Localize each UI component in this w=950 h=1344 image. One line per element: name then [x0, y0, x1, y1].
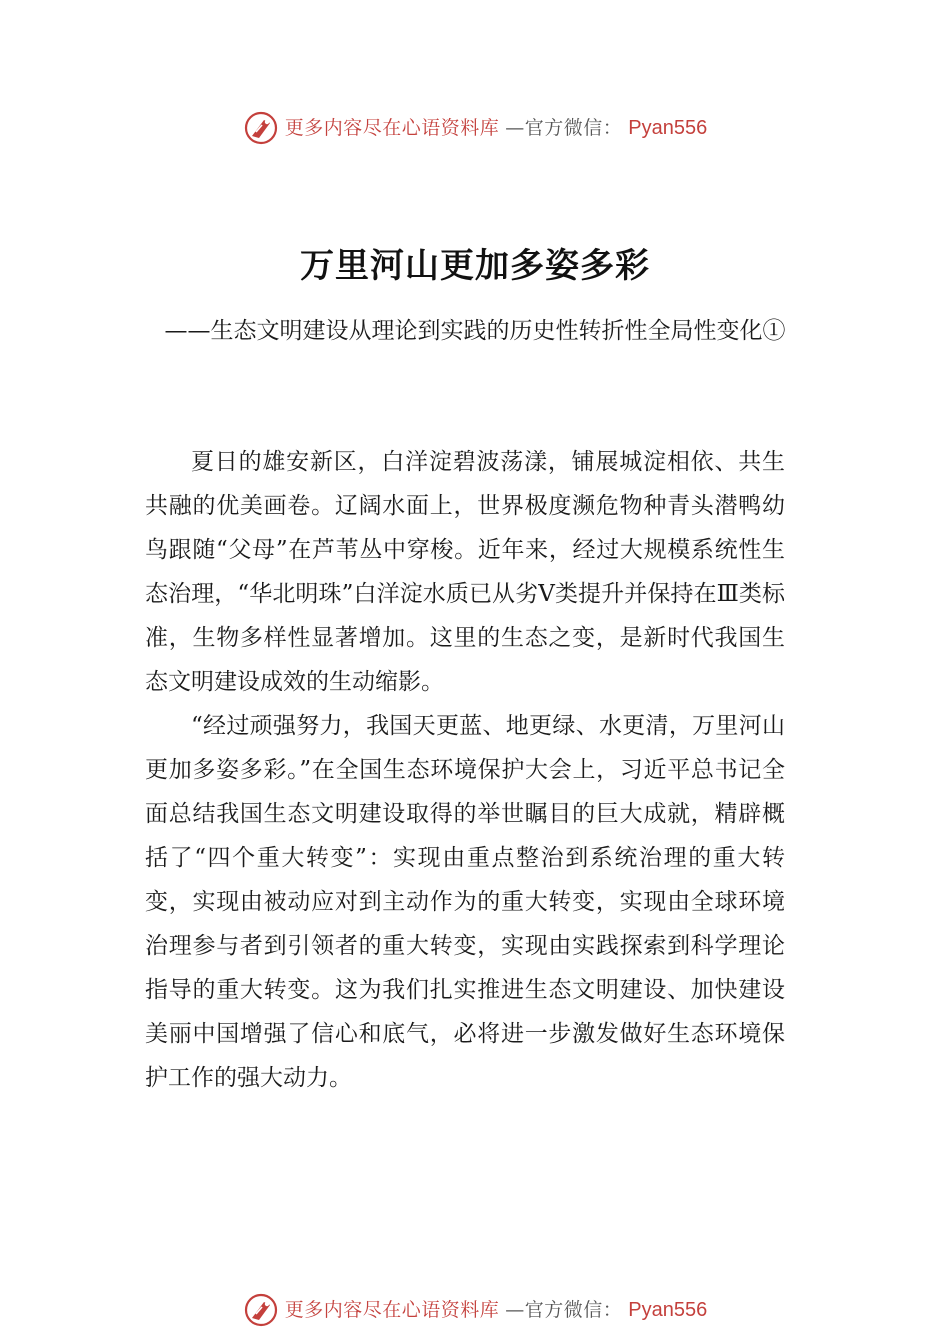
- document-title: 万里河山更加多姿多彩: [300, 246, 650, 286]
- banner-separator-text: —官方微信：: [505, 116, 623, 139]
- footer-banner: [0, 1290, 950, 1330]
- pen-nib-logo-icon: [243, 110, 279, 146]
- body-paragraph: 夏日的雄安新区，白洋淀碧波荡漾，铺展城淀相依、共生共融的优美画卷。辽阔水面上，世界极度濒危物种青头潜鸭幼鸟跟随“父母”在芦苇丛中穿梭。近年来，经过大规模系统性生态治理，“华北明珠”白洋淀水质已从劣Ⅴ类提升并保持在Ⅲ类标准，生物多样性显著增加。这里的生态之变，是新时代我国生态文明建设成效的生动缩影。: [145, 449, 785, 695]
- banner-wechat-id: Pyan556: [628, 117, 708, 139]
- header-banner: [0, 108, 950, 148]
- banner-separator-text: —官方微信：: [505, 1298, 623, 1321]
- banner-main-text: 更多内容尽在心语资料库: [284, 1298, 500, 1321]
- document-subtitle: ——生态文明建设从理论到实践的历史性转折性全局性变化①: [164, 318, 786, 344]
- banner-wechat-id: Pyan556: [628, 1299, 708, 1321]
- banner-main-text: 更多内容尽在心语资料库: [284, 116, 500, 139]
- document-body: [145, 440, 785, 1100]
- body-paragraph: “经过顽强努力，我国天更蓝、地更绿、水更清，万里河山更加多姿多彩。”在全国生态环境保护大会上，习近平总书记全面总结我国生态文明建设取得的举世瞩目的巨大成就，精辟概括了“四个重大转变”：实现由重点整治到系统治理的重大转变，实现由被动应对到主动作为的重大转变，实现由全球环境治理参与者到引领者的重大转变，实现由实践探索到科学理论指导的重大转变。这为我们扎实推进生态文明建设、加快建设美丽中国增强了信心和底气，必将进一步激发做好生态环境保护工作的强大动力。: [145, 713, 785, 1091]
- pen-nib-logo-icon: [243, 1292, 279, 1328]
